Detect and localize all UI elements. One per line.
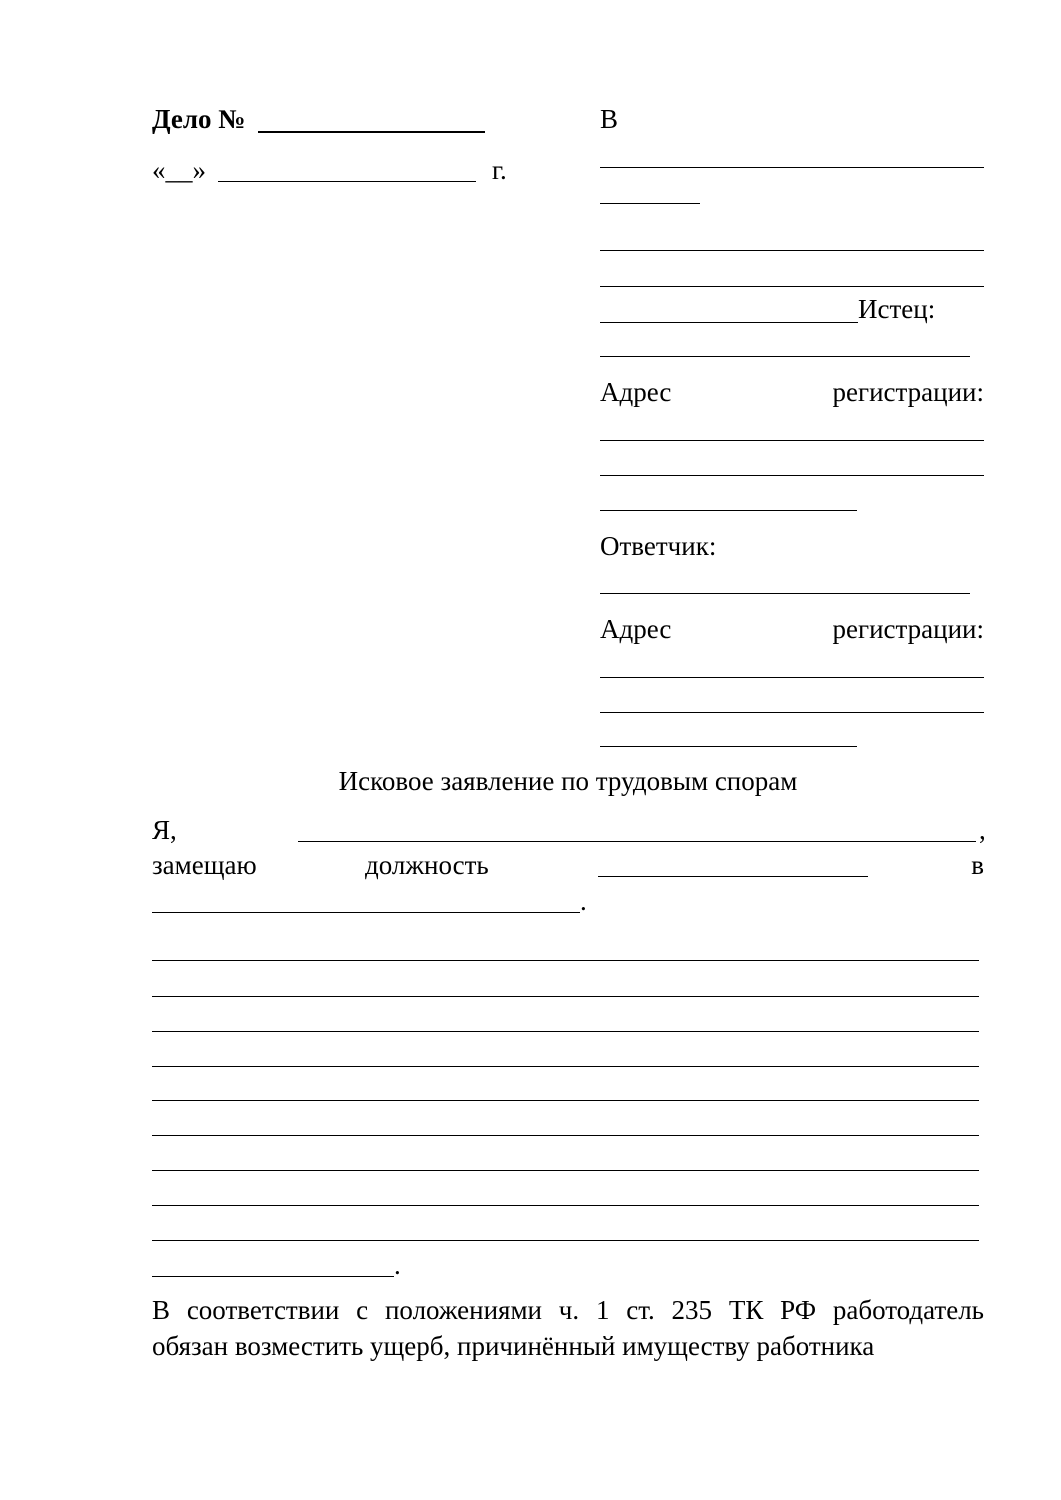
plaintiff-name-blank bbox=[600, 356, 970, 357]
date-month-year-blank bbox=[218, 181, 476, 182]
defendant-address-blank-2 bbox=[600, 712, 984, 713]
applicant-name-blank bbox=[298, 841, 976, 842]
body-blank-line-9 bbox=[152, 1240, 979, 1241]
court-name-blank-3 bbox=[600, 250, 984, 251]
plaintiff-address-blank-1 bbox=[600, 440, 984, 441]
position-blank bbox=[598, 876, 868, 877]
case-number-blank bbox=[258, 131, 485, 133]
body-v: в bbox=[971, 850, 984, 880]
body-period-1: . bbox=[580, 886, 587, 916]
body-ya: Я, bbox=[152, 815, 177, 845]
body-blank-line-8 bbox=[152, 1205, 979, 1206]
body-blank-line-5 bbox=[152, 1100, 979, 1101]
closing-line-2: обязан возместить ущерб, причинённый имуществу работника bbox=[152, 1331, 875, 1361]
date-year-suffix: г. bbox=[492, 155, 507, 185]
body-zameshchayu: замещаю bbox=[152, 850, 257, 880]
body-blank-line-2 bbox=[152, 996, 979, 997]
body-blank-line-7 bbox=[152, 1170, 979, 1171]
defendant-address-label-2: регистрации: bbox=[832, 614, 984, 644]
plaintiff-prefix-blank bbox=[600, 322, 858, 323]
defendant-name-blank bbox=[600, 593, 970, 594]
date-day-field: «__» bbox=[152, 155, 206, 185]
plaintiff-address-blank-3 bbox=[600, 510, 857, 511]
defendant-address-blank-1 bbox=[600, 677, 984, 678]
case-number-label: Дело № bbox=[152, 104, 246, 134]
plaintiff-label: Истец: bbox=[858, 294, 936, 324]
body-period-2: . bbox=[394, 1250, 401, 1280]
plaintiff-address-blank-2 bbox=[600, 475, 984, 476]
defendant-address-blank-3 bbox=[600, 746, 857, 747]
plaintiff-address-label-1: Адрес bbox=[600, 377, 672, 407]
body-blank-line-10 bbox=[152, 1276, 394, 1277]
closing-line-1: В соответствии с положениями ч. 1 ст. 235 ТК РФ работодатель bbox=[152, 1295, 984, 1325]
defendant-address-label-1: Адрес bbox=[600, 614, 672, 644]
court-name-blank-4 bbox=[600, 286, 984, 287]
body-blank-line-3 bbox=[152, 1031, 979, 1032]
body-dolzhnost: должность bbox=[365, 850, 489, 880]
employer-blank bbox=[152, 912, 580, 913]
document-title: Исковое заявление по трудовым спорам bbox=[338, 766, 798, 796]
court-to-label: В bbox=[600, 104, 619, 134]
body-blank-line-1 bbox=[152, 960, 979, 961]
body-blank-line-4 bbox=[152, 1066, 979, 1067]
court-name-blank-2 bbox=[600, 203, 700, 204]
court-name-blank-1 bbox=[600, 167, 984, 168]
defendant-label: Ответчик: bbox=[600, 531, 717, 561]
plaintiff-address-label-2: регистрации: bbox=[832, 377, 984, 407]
body-comma: , bbox=[979, 815, 986, 845]
body-blank-line-6 bbox=[152, 1135, 979, 1136]
